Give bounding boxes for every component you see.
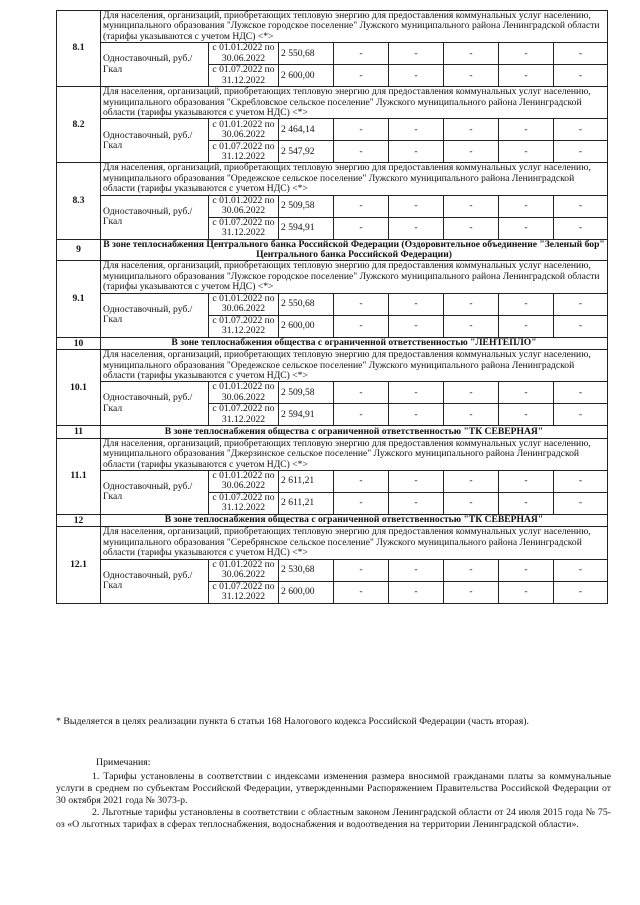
empty-value-dash: - xyxy=(334,404,389,426)
empty-value-dash: - xyxy=(444,404,499,426)
empty-value-dash: - xyxy=(334,119,389,141)
tariff-row xyxy=(57,119,608,141)
empty-value-dash: - xyxy=(444,293,499,315)
tariff-value: 2 594,91 xyxy=(279,404,334,426)
item-description: Для населения, организаций, приобретающих тепловую энергию для предоставления коммунальных услуг населению, муниципального образования "Лужское городское поселение" Лужского муниципального района Ленинградской области (тарифы указываются с учетом НДС) <*> xyxy=(101,261,608,293)
tariff-value: 2 509,58 xyxy=(279,195,334,217)
empty-value-dash: - xyxy=(554,293,608,315)
empty-value-dash: - xyxy=(334,293,389,315)
empty-value-dash: - xyxy=(499,43,554,65)
item-number: 8.2 xyxy=(57,87,101,163)
description-row xyxy=(57,261,608,293)
empty-value-dash: - xyxy=(499,315,554,337)
tariff-unit: Одноставочный, руб./Гкал xyxy=(101,119,209,163)
empty-value-dash: - xyxy=(389,141,444,163)
tariff-period: с 01.07.2022 по 31.12.2022 xyxy=(209,217,279,239)
tariff-value: 2 509,58 xyxy=(279,382,334,404)
empty-value-dash: - xyxy=(389,470,444,492)
section-heading: В зоне теплоснабжения общества с ограниченной ответственностью "ЛЕНТЕПЛО" xyxy=(101,337,608,349)
empty-value-dash: - xyxy=(499,559,554,581)
empty-value-dash: - xyxy=(389,559,444,581)
footnote: * Выделяется в целях реализации пункта 6 статьи 168 Налогового кодекса Российской Федерации (часть вторая). xyxy=(56,716,529,727)
tariff-unit: Одноставочный, руб./Гкал xyxy=(101,382,209,426)
empty-value-dash: - xyxy=(389,492,444,514)
empty-value-dash: - xyxy=(499,217,554,239)
empty-value-dash: - xyxy=(444,382,499,404)
empty-value-dash: - xyxy=(389,382,444,404)
empty-value-dash: - xyxy=(554,43,608,65)
empty-value-dash: - xyxy=(554,195,608,217)
empty-value-dash: - xyxy=(444,141,499,163)
section-number: 10 xyxy=(57,337,101,349)
empty-value-dash: - xyxy=(334,382,389,404)
item-description: Для населения, организаций, приобретающих тепловую энергию для предоставления коммунальных услуг населению, муниципального образования "Серебрянское сельское поселение" Лужского муниципального района Ленинградской области (тарифы указываются с учетом НДС) <*> xyxy=(101,527,608,559)
tariff-unit: Одноставочный, руб./Гкал xyxy=(101,559,209,603)
empty-value-dash: - xyxy=(389,119,444,141)
empty-value-dash: - xyxy=(554,470,608,492)
empty-value-dash: - xyxy=(444,581,499,603)
tariff-row xyxy=(57,559,608,581)
tariff-period: с 01.01.2022 по 30.06.2022 xyxy=(209,43,279,65)
empty-value-dash: - xyxy=(444,492,499,514)
empty-value-dash: - xyxy=(499,119,554,141)
empty-value-dash: - xyxy=(444,315,499,337)
empty-value-dash: - xyxy=(499,404,554,426)
empty-value-dash: - xyxy=(554,404,608,426)
description-row xyxy=(57,87,608,119)
section-heading-row xyxy=(57,514,608,526)
empty-value-dash: - xyxy=(444,217,499,239)
tariff-unit: Одноставочный, руб./Гкал xyxy=(101,195,209,239)
tariff-table xyxy=(56,10,608,604)
tariff-period: с 01.07.2022 по 31.12.2022 xyxy=(209,65,279,87)
tariff-value: 2 600,00 xyxy=(279,581,334,603)
tariff-row xyxy=(57,43,608,65)
item-number: 11.1 xyxy=(57,438,101,514)
tariff-value: 2 611,21 xyxy=(279,492,334,514)
tariff-value: 2 550,68 xyxy=(279,293,334,315)
description-row xyxy=(57,350,608,382)
tariff-period: с 01.07.2022 по 31.12.2022 xyxy=(209,404,279,426)
tariff-period: с 01.01.2022 по 30.06.2022 xyxy=(209,470,279,492)
empty-value-dash: - xyxy=(389,581,444,603)
empty-value-dash: - xyxy=(444,195,499,217)
section-number: 11 xyxy=(57,426,101,438)
tariff-value: 2 600,00 xyxy=(279,65,334,87)
empty-value-dash: - xyxy=(334,65,389,87)
tariff-period: с 01.07.2022 по 31.12.2022 xyxy=(209,141,279,163)
item-description: Для населения, организаций, приобретающих тепловую энергию для предоставления коммунальных услуг населению, муниципального образования "Скребловское сельское поселение" Лужского муниципального района Ленинградской области (тарифы указываются с учетом НДС) <*> xyxy=(101,87,608,119)
section-number: 12 xyxy=(57,514,101,526)
empty-value-dash: - xyxy=(499,141,554,163)
tariff-unit: Одноставочный, руб./Гкал xyxy=(101,293,209,337)
empty-value-dash: - xyxy=(554,141,608,163)
empty-value-dash: - xyxy=(499,581,554,603)
description-row xyxy=(57,438,608,470)
note-1: 1. Тарифы установлены в соответствии с индексами изменения размера вносимой гражданами платы за коммунальные услуги в среднем по субъектам Российской Федерации, утвержденными Распоряжением Правительства Российской Федерации от 30 октября 2021 года № 3073-р. xyxy=(56,771,611,806)
empty-value-dash: - xyxy=(334,470,389,492)
tariff-value: 2 464,14 xyxy=(279,119,334,141)
empty-value-dash: - xyxy=(389,315,444,337)
empty-value-dash: - xyxy=(389,404,444,426)
tariff-unit: Одноставочный, руб./Гкал xyxy=(101,470,209,514)
empty-value-dash: - xyxy=(389,65,444,87)
note-2: 2. Льготные тарифы установлены в соответствии с областным законом Ленинградской области от 24 июля 2015 года № 75-оз «О льготных тарифах в сферах теплоснабжения, водоснабжения и водоотведения на территории Ленинградской области». xyxy=(56,807,611,830)
empty-value-dash: - xyxy=(554,492,608,514)
tariff-period: с 01.01.2022 по 30.06.2022 xyxy=(209,559,279,581)
empty-value-dash: - xyxy=(444,559,499,581)
item-number: 10.1 xyxy=(57,350,101,426)
empty-value-dash: - xyxy=(444,43,499,65)
tariff-value: 2 547,92 xyxy=(279,141,334,163)
tariff-period: с 01.01.2022 по 30.06.2022 xyxy=(209,195,279,217)
item-description: Для населения, организаций, приобретающих тепловую энергию для предоставления коммунальных услуг населению, муниципального образования "Лужское городское поселение" Лужского муниципального района Ленинградской области (тарифы указываются с учетом НДС) <*> xyxy=(101,11,608,43)
section-heading-row xyxy=(57,239,608,261)
tariff-row xyxy=(57,382,608,404)
item-description: Для населения, организаций, приобретающих тепловую энергию для предоставления коммунальных услуг населению, муниципального образования "Оредежское сельское поселение" Лужского муниципального района Ленинградской области (тарифы указываются с учетом НДС) <*> xyxy=(101,350,608,382)
empty-value-dash: - xyxy=(554,581,608,603)
empty-value-dash: - xyxy=(389,195,444,217)
section-number: 9 xyxy=(57,239,101,261)
item-number: 8.3 xyxy=(57,163,101,239)
empty-value-dash: - xyxy=(554,315,608,337)
empty-value-dash: - xyxy=(499,470,554,492)
section-heading: В зоне теплоснабжения Центрального банка Российской Федерации (Оздоровительное объединение "Зеленый бор" Центрального банка Российской Федерации) xyxy=(101,239,608,261)
description-row xyxy=(57,527,608,559)
empty-value-dash: - xyxy=(334,315,389,337)
tariff-value: 2 530,68 xyxy=(279,559,334,581)
tariff-period: с 01.07.2022 по 31.12.2022 xyxy=(209,492,279,514)
tariff-value: 2 550,68 xyxy=(279,43,334,65)
item-description: Для населения, организаций, приобретающих тепловую энергию для предоставления коммунальных услуг населению, муниципального образования "Джерзинское сельское поселение" Лужского муниципального района Ленинградской области (тарифы указываются с учетом НДС) <*> xyxy=(101,438,608,470)
tariff-period: с 01.01.2022 по 30.06.2022 xyxy=(209,382,279,404)
empty-value-dash: - xyxy=(499,65,554,87)
item-number: 12.1 xyxy=(57,527,101,603)
empty-value-dash: - xyxy=(499,382,554,404)
item-number: 8.1 xyxy=(57,11,101,87)
item-description: Для населения, организаций, приобретающих тепловую энергию для предоставления коммунальных услуг населению, муниципального образования "Оредежское сельское поселение" Лужского муниципального района Ленинградской области (тарифы указываются с учетом НДС) <*> xyxy=(101,163,608,195)
tariff-row xyxy=(57,195,608,217)
section-heading: В зоне теплоснабжения общества с ограниченной ответственностью "ТК СЕВЕРНАЯ" xyxy=(101,514,608,526)
empty-value-dash: - xyxy=(334,559,389,581)
tariff-period: с 01.01.2022 по 30.06.2022 xyxy=(209,119,279,141)
empty-value-dash: - xyxy=(499,195,554,217)
description-row xyxy=(57,11,608,43)
tariff-period: с 01.07.2022 по 31.12.2022 xyxy=(209,581,279,603)
empty-value-dash: - xyxy=(499,293,554,315)
tariff-value: 2 594,91 xyxy=(279,217,334,239)
tariff-period: с 01.07.2022 по 31.12.2022 xyxy=(209,315,279,337)
empty-value-dash: - xyxy=(444,65,499,87)
item-number: 9.1 xyxy=(57,261,101,337)
description-row xyxy=(57,163,608,195)
empty-value-dash: - xyxy=(554,559,608,581)
tariff-row xyxy=(57,470,608,492)
empty-value-dash: - xyxy=(334,581,389,603)
tariff-value: 2 611,21 xyxy=(279,470,334,492)
empty-value-dash: - xyxy=(444,119,499,141)
empty-value-dash: - xyxy=(444,470,499,492)
tariff-value: 2 600,00 xyxy=(279,315,334,337)
tariff-period: с 01.01.2022 по 30.06.2022 xyxy=(209,293,279,315)
empty-value-dash: - xyxy=(554,217,608,239)
empty-value-dash: - xyxy=(389,293,444,315)
empty-value-dash: - xyxy=(334,217,389,239)
empty-value-dash: - xyxy=(334,43,389,65)
tariff-unit: Одноставочный, руб./Гкал xyxy=(101,43,209,87)
section-heading-row xyxy=(57,426,608,438)
empty-value-dash: - xyxy=(334,195,389,217)
empty-value-dash: - xyxy=(554,119,608,141)
notes-title: Примечания: xyxy=(96,757,151,768)
empty-value-dash: - xyxy=(334,492,389,514)
empty-value-dash: - xyxy=(389,217,444,239)
tariff-row xyxy=(57,293,608,315)
empty-value-dash: - xyxy=(389,43,444,65)
empty-value-dash: - xyxy=(554,65,608,87)
empty-value-dash: - xyxy=(499,492,554,514)
empty-value-dash: - xyxy=(334,141,389,163)
section-heading-row xyxy=(57,337,608,349)
empty-value-dash: - xyxy=(554,382,608,404)
section-heading: В зоне теплоснабжения общества с ограниченной ответственностью "ТК СЕВЕРНАЯ" xyxy=(101,426,608,438)
